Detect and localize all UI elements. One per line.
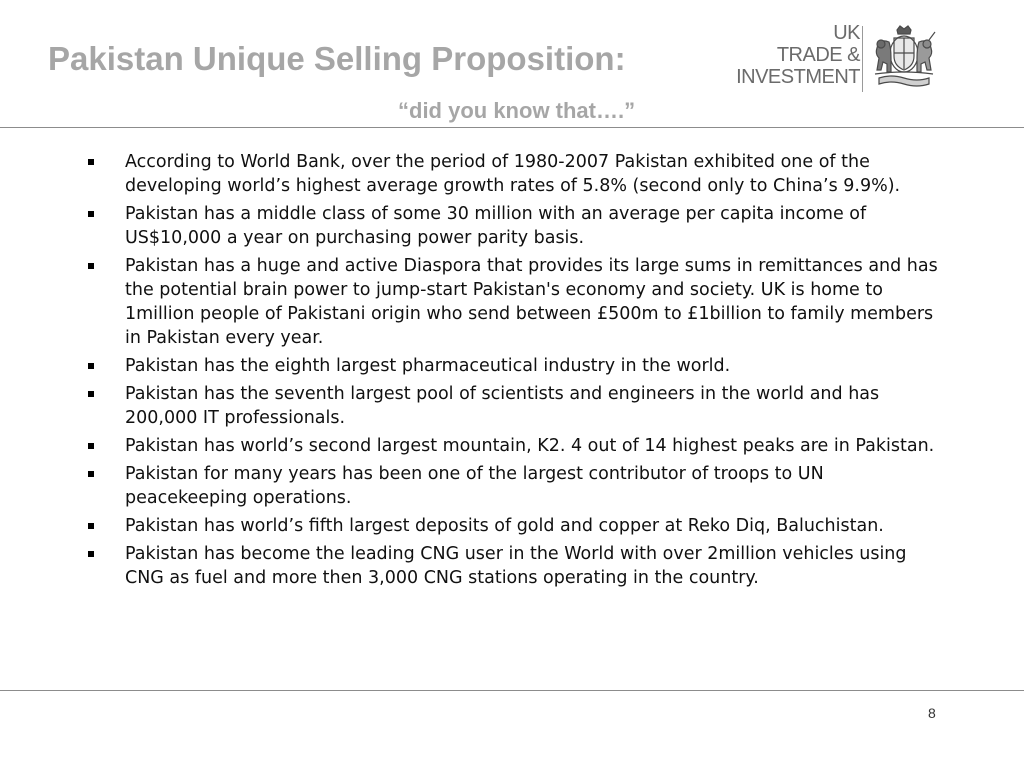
bullet-text: According to World Bank, over the period of 1980-2007 Pakistan exhibited one of the developing world’s highest average growth rates of 5.8% (second only to China’s 9.9%). [125,152,901,196]
logo-line-investment: INVESTMENT [736,66,860,88]
bullet-text: Pakistan has a middle class of some 30 million with an average per capita income of US$10,000 a year on purchasing power parity basis. [125,204,867,248]
bullet-item [88,254,948,350]
square-bullet-icon [88,391,94,397]
logo-wordmark [736,22,860,88]
bullet-item [88,434,948,458]
royal-coat-of-arms-icon [867,24,941,92]
slide-subtitle: “did you know that….” [398,98,636,123]
bullet-text: Pakistan has world’s second largest mountain, K2. 4 out of 14 highest peaks are in Pakistan. [125,436,935,456]
slide-title: Pakistan Unique Selling Proposition: [48,40,626,77]
square-bullet-icon [88,471,94,477]
square-bullet-icon [88,263,94,269]
bullet-item [88,354,948,378]
square-bullet-icon [88,551,94,557]
bullet-item [88,514,948,538]
bullet-text: Pakistan has the eighth largest pharmaceutical industry in the world. [125,356,731,376]
bullet-item [88,542,948,590]
square-bullet-icon [88,159,94,165]
logo-divider [862,26,863,92]
logo-line-trade: TRADE & [776,44,860,66]
square-bullet-icon [88,363,94,369]
footer-divider [0,690,1024,691]
page-number: 8 [928,705,936,721]
logo-line-uk: UK [833,22,860,44]
bullet-text: Pakistan has a huge and active Diaspora that provides its large sums in remittances and has the potential brain power to jump-start Pakistan's economy and society. UK is home to 1million people of Pakistani origin who send between £500m to £1billion to family members in Pakistan every year. [125,256,938,348]
bullet-text: Pakistan for many years has been one of the largest contributor of troops to UN peacekeeping operations. [125,464,824,508]
square-bullet-icon [88,211,94,217]
bullet-list [88,150,948,594]
square-bullet-icon [88,523,94,529]
header-divider [0,127,1024,128]
bullet-text: Pakistan has the seventh largest pool of scientists and engineers in the world and has 200,000 IT professionals. [125,384,880,428]
bullet-item [88,202,948,250]
bullet-text: Pakistan has become the leading CNG user in the World with over 2million vehicles using CNG as fuel and more then 3,000 CNG stations operating in the country. [125,544,907,588]
uk-trade-investment-logo [736,22,946,94]
square-bullet-icon [88,443,94,449]
bullet-item [88,150,948,198]
bullet-item [88,382,948,430]
bullet-text: Pakistan has world’s fifth largest deposits of gold and copper at Reko Diq, Baluchistan. [125,516,884,536]
bullet-item [88,462,948,510]
